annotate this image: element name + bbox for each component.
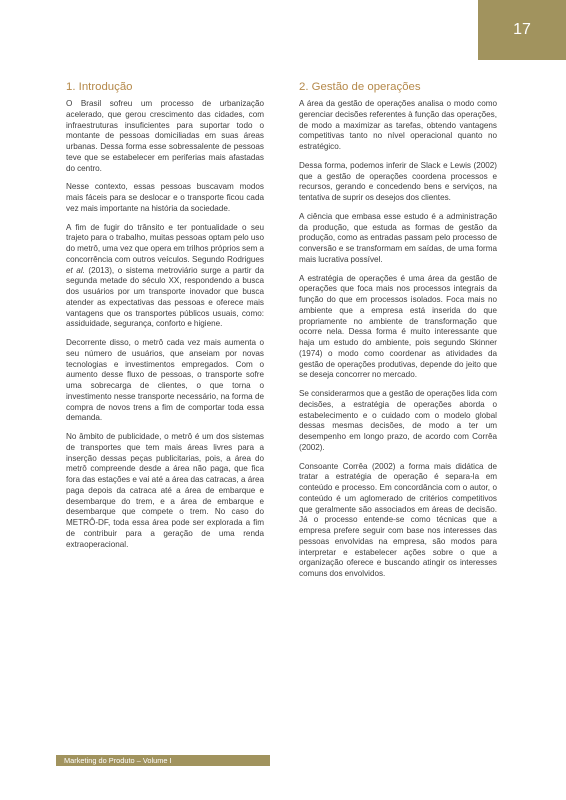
paragraph: Consoante Corrêa (2002) a forma mais didática de tratar a estratégia de operação é separa-la em conteúdo e processo. Em concordância com o autor, o conteúdo é um aglomerado de critérios competitivos que geralmente são associados em áreas de decisão. Já o processo entende-se como técnicas que a empresa prefere seguir com base nos interesses das pessoas envolvidas na empresa, são modos para interpretar e estabelecer ações sobre o que a organização oferece e buscando atingir os interesses comuns dos envolvidos. (299, 461, 497, 578)
paragraph-rodrigues (66, 223, 264, 331)
section-heading-introducao: 1. Introdução (66, 81, 133, 93)
paragraph: A ciência que embasa esse estudo é a administração da produção, que estuda as formas de gestão da produção, como as entradas passam pelo processo de conversão e se transformam em saídas, de uma forma mais lucrativa possível. (299, 211, 497, 264)
page-number-badge (478, 0, 566, 60)
paragraph: Decorrente disso, o metrô cada vez mais aumenta o seu número de usuários, que anseiam por novas tecnologias e investimentos empregados. Com o aumento desse fluxo de pessoas, o transporte sofre uma sobrecarga de clientes, o que torna o investimento nesse transporte necessário, na forma de compra de novos trens a fim de comportar toda essa demanda. (66, 338, 264, 423)
paragraph: Se considerarmos que a gestão de operações lida com decisões, a estratégia de operações aborda o estabelecimento e o cuidado com o modelo global dessas mesmas decisões, de modo a ter um desempenho em longo prazo, de acordo com Corrêa (2002). (299, 389, 497, 452)
right-column (299, 80, 497, 588)
paragraph: A área da gestão de operações analisa o modo como gerenciar decisões referentes à função das operações, de modo a maximizar as tarefas, obtendo vantagens competitivas tanto no nível operacional quanto no estratégico. (299, 99, 497, 151)
footer-title: Marketing do Produto – Volume I (64, 756, 172, 765)
footer-bar (56, 755, 270, 766)
paragraph: Dessa forma, podemos inferir de Slack e Lewis (2002) que a gestão de operações coordena processos e recursos, gerando e concedendo bens e serviços, na tentativa de suprir os desejos dos clientes. (299, 160, 497, 202)
paragraph: O Brasil sofreu um processo de urbanização acelerado, que gerou crescimento das cidades, com infraestruturas insuficientes para suportar todo o montante de pessoas domiciliadas em suas áreas urbanas. Dessa forma esse sobressalente de pessoas teve que se estabelecer em periferias mais afastadas do centro. (66, 99, 264, 173)
paragraph: Nesse contexto, essas pessoas buscavam modos mais fáceis para se deslocar e o transporte ficou cada vez mais importante na história da sociedade. (66, 182, 264, 213)
paragraph-text: (2013), o sistema metroviário surge a partir da segunda metade do século XX, respondendo a busca dos usuários por um transporte inovador que busca atender as expectativas das pessoas e oferece mais vantagens que os transportes públicos usuais, como: assiduidade, segurança, conforto e higiene. (66, 265, 264, 329)
page-number: 17 (513, 21, 531, 38)
paragraph: No âmbito de publicidade, o metrô é um dos sistemas de transportes que tem mais áreas livres para a inserção dessas peças publicitarias, pois, a área do metrô compreende desde a área não paga, que fica fora das estações e vai até a área das catracas, a área paga depois da catraca até a área de embarque e desembarque do trem, e a área de embarque e desembarque que compete o trem. No caso do METRÔ-DF, toda essa área pode ser explorada a fim de contribuir para a geração de uma renda extraoperacional. (66, 432, 264, 549)
paragraph-text: A fim de fugir do trânsito e ter pontualidade o seu trajeto para o trabalho, muitas pessoas optam pelo uso do metrô, uma vez que opera em trilhos próprios sem a concorrência com outros veículos. Segundo Rodrigues (66, 222, 264, 264)
section-heading-gestao-operacoes: 2. Gestão de operações (299, 81, 421, 93)
paragraph: A estratégia de operações é uma área da gestão de operações que foca mais nos processos integrais da função do que em processos isolados. Foca mais no ambiente que a empresa está inserida do que propriamente no ambiente de transformação que ocorre nela. Dessa forma é muito interessante que haja um estudo do ambiente, pois segundo Skinner (1974) o modo como coordenar as atividades da gestão de operações produtivas, depende do jeito que se deseja concorrer no mercado. (299, 273, 497, 380)
citation-et-al: et al. (66, 265, 85, 275)
left-column (66, 80, 264, 558)
